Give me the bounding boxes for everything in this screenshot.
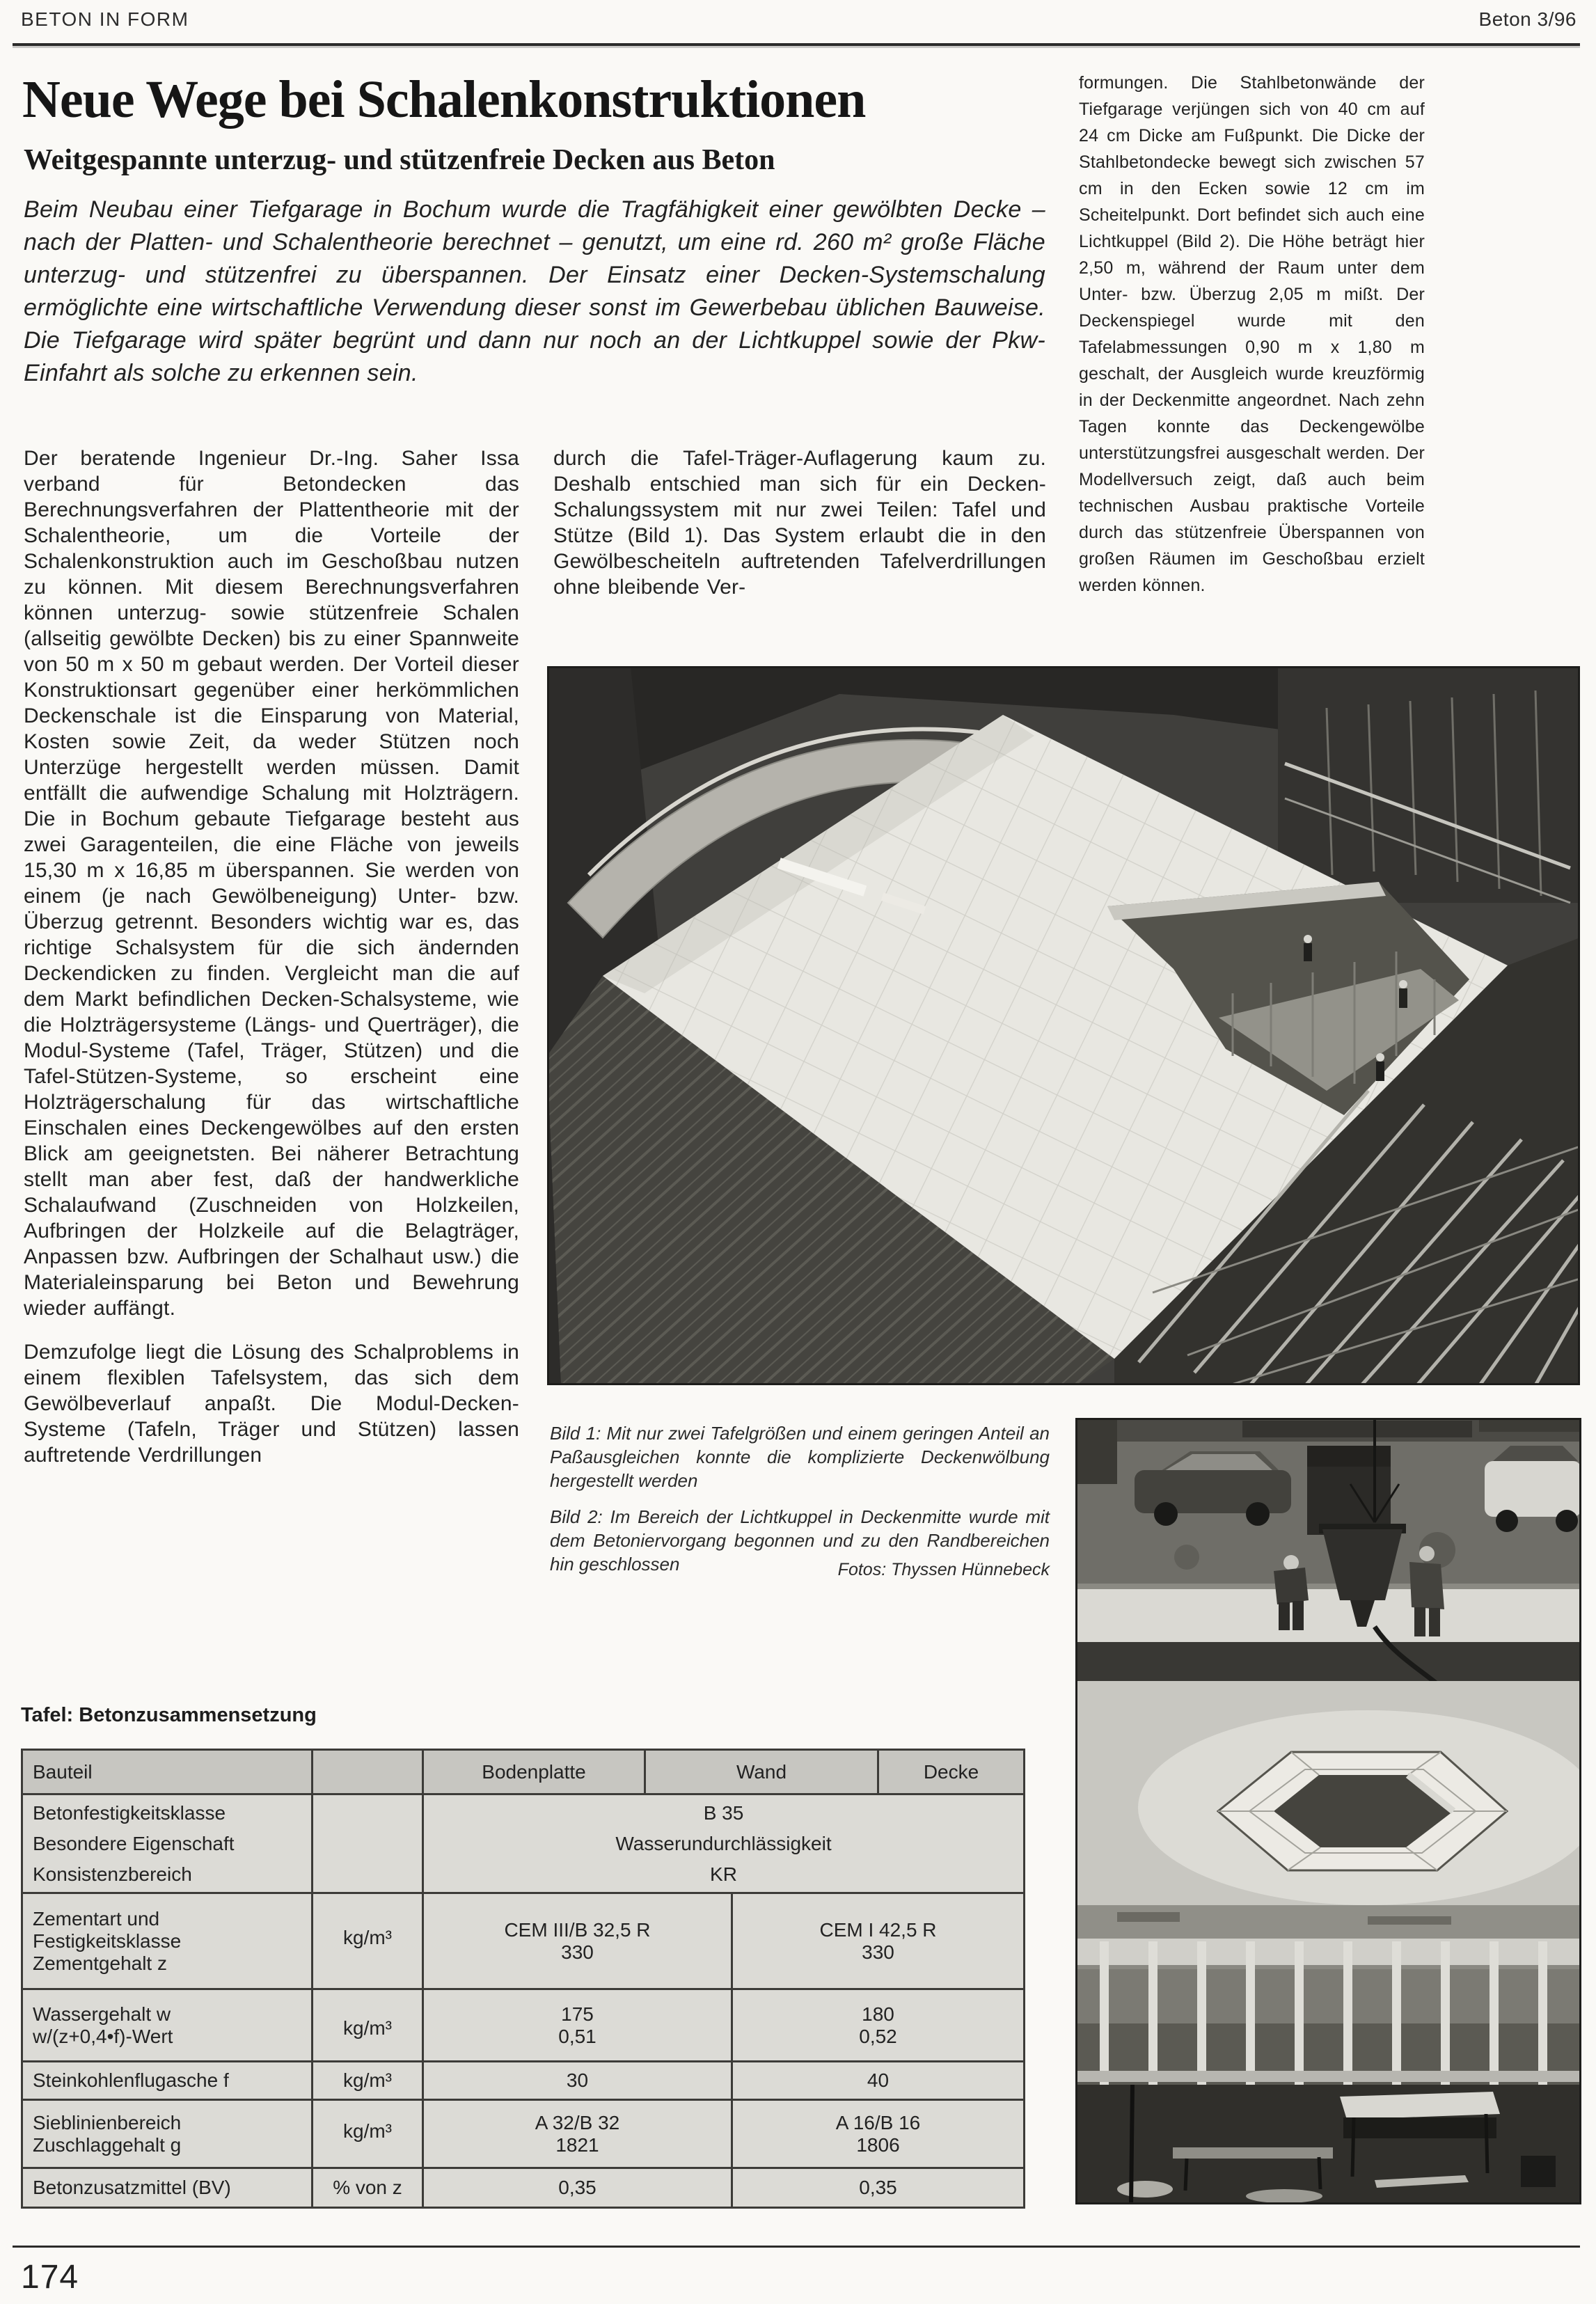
table-header-row [22, 1750, 1025, 1794]
table-row-festigkeitsklasse [22, 1794, 1025, 1893]
value-cell-decke: CEM I 42,5 R 330 [732, 1893, 1025, 1989]
value-cell-bodenplatte-wand: 30 [423, 2062, 732, 2100]
table-row-zusatzmittel [22, 2168, 1025, 2208]
article-title: Neue Wege bei Schalenkonstruktionen [22, 70, 866, 129]
shared-value-cell: B 35 Wasserundurchlässigkeit KR [423, 1794, 1025, 1893]
unit-cell: kg/m³ [313, 1893, 423, 1989]
value-cell-bodenplatte-wand: 0,35 [423, 2168, 732, 2208]
unit-cell [313, 1794, 423, 1893]
column-header-bodenplatte: Bodenplatte [423, 1750, 645, 1794]
row-label: Betonzusatzmittel (BV) [22, 2168, 313, 2208]
page-number: 174 [21, 2259, 79, 2296]
construction-photo-bild-1 [547, 666, 1580, 1385]
column-header-wand: Wand [645, 1750, 878, 1794]
table-row-wassergehalt [22, 1989, 1025, 2062]
row-label: Zementart und Festigkeitsklasse Zementgehalt z [22, 1893, 313, 1989]
value-cell-bodenplatte-wand: 175 0,51 [423, 1989, 732, 2062]
concrete-mix-table [21, 1749, 1025, 2209]
photo-credit: Fotos: Thyssen Hünnebeck [837, 1560, 1050, 1579]
table-row-zementart [22, 1893, 1025, 1989]
body-column-3 [1079, 70, 1425, 599]
column-header-bauteil: Bauteil [22, 1750, 313, 1794]
value-cell-decke: 180 0,52 [732, 1989, 1025, 2062]
paragraph: Demzufolge liegt die Lösung des Schalproblems in einem flexiblen Tafelsystem, das sich dem Gewölbeverlauf anpaßt. Die Modul-Decken-Systeme (Tafeln, Träger und Stützen) lassen auftretende Verdrillungen [24, 1341, 519, 1467]
row-label: Sieblinienbereich Zuschlaggehalt g [22, 2100, 313, 2168]
column-header-decke: Decke [878, 1750, 1025, 1794]
paragraph: durch die Tafel-Träger-Auflagerung kaum zu. Deshalb entschied man sich für ein Decken-Schalungssystem mit nur zwei Teilen: Tafel und Stütze (Bild 1). Das System erlaubt die in den Gewölbescheiteln auftretenden Tafelverdrillungen ohne bleibende Ver- [553, 447, 1046, 599]
paragraph: formungen. Die Stahlbetonwände der Tiefgarage verjüngen sich von 40 cm auf 24 cm Dicke am Fußpunkt. Die Dicke der Stahlbetondecke bewegt sich zwischen 57 cm in den Ecken sowie 12 cm im Scheitelpunkt. Dort befindet sich auch eine Lichtkuppel (Bild 2). Die Höhe beträgt hier 2,50 m, während der Raum unter dem Unter- bzw. Überzug 2,05 m mißt. Der Deckenspiegel wurde mit den Tafelabmessungen 0,90 m x 1,80 m geschalt, der Ausgleich wurde kreuzförmig in der Deckenmitte angeordnet. Nach zehn Tagen konnte das Deckengewölbe unterstützungsfrei ausgeschalt werden. Der Modellversuch zeigt, daß auch beim technischen Ausbau praktische Vorteile durch das stützenfreie Überspannen von großen Räumen im Geschoßbau erzielt werden können. [1079, 73, 1425, 595]
body-column-1 [24, 445, 519, 1468]
unit-cell: kg/m³ [313, 2062, 423, 2100]
table-title: Tafel: Betonzusammensetzung [21, 1704, 317, 1726]
unit-cell: % von z [313, 2168, 423, 2208]
table-row-flugasche [22, 2062, 1025, 2100]
value-cell-decke: 40 [732, 2062, 1025, 2100]
caption-bild-2-text: Bild 2: Im Bereich der Lichtkuppel in Deckenmitte wurde mit dem Betoniervorgang begonnen und zu den Randbereichen hin geschlossen [550, 1506, 1050, 1575]
unit-cell: kg/m³ [313, 2100, 423, 2168]
paragraph: Der beratende Ingenieur Dr.-Ing. Saher Issa verband für Betondecken das Berechnungsverfahren der Plattentheorie mit der Schalentheorie, um die Vorteile der Schalenkonstruktion auch im Geschoßbau nutzen zu können. Mit diesem Berechnungsverfahren können unterzug- sowie stützenfreie Schalen (allseitig gewölbte Decken) bis zu einer Spannweite von 50 m x 50 m gebaut werden. Der Vorteil dieser Konstruktionsart gegenüber einer herkömmlichen Deckenschale ist die Einsparung von Material, Kosten sowie Zeit, da weder Stützen noch Unterzüge hergestellt werden müssen. Damit entfällt die aufwendige Schalung mit Holzträgern. Die in Bochum gebaute Tiefgarage besteht aus zwei Garagenteilen, die eine Fläche von jeweils 15,30 m x 16,85 m überspannen. Sie werden von einem (je nach Gewölbeneigung) Unter- bzw. Überzug getrennt. Besonders wichtig war es, das richtige Schalsystem für die sich ändernden Deckendicken zu finden. Vergleicht man die auf dem Markt befindlichen Decken-Schalsysteme, wie die Holzträgersysteme (Längs- und Querträger), die Modul-Systeme (Tafel, Träger, Stützen) und die Tafel-Stützen-Systeme, so erscheint eine Holzträgerschalung für das wirtschaftliche Einschalen eines Deckengewölbes auf den ersten Blick am geeignetsten. Bei näherer Betrachtung stellt man aber fest, daß der handwerkliche Schalaufwand (Zuschneiden von Holzkeilen, Aufbringen der Holzkeile auf die Belagträger, Anpassen bzw. Aufbringen der Schalhaut usw.) die Materialeinsparung bei Beton und Bewehrung wieder auffängt. [24, 447, 519, 1320]
table-row-sieblinie [22, 2100, 1025, 2168]
article-subtitle: Weitgespannte unterzug- und stützenfreie Decken aus Beton [24, 144, 775, 176]
construction-photo-bild-2 [1075, 1418, 1581, 2204]
caption-bild-1: Bild 1: Mit nur zwei Tafelgrößen und einem geringen Anteil an Paßausgleichen konnte die komplizierte Deckenwölbung hergestellt werden [550, 1423, 1050, 1491]
value-cell-bodenplatte-wand: A 32/B 32 1821 [423, 2100, 732, 2168]
value-cell-decke: 0,35 [732, 2168, 1025, 2208]
footer-rule [13, 2246, 1580, 2248]
lead-paragraph: Beim Neubau einer Tiefgarage in Bochum wurde die Tragfähigkeit einer gewölbten Decke – nach der Platten- und Schalentheorie berechnet – genutzt, um eine rd. 260 m² große Fläche unterzug- und stützenfrei zu überspannen. Der Einsatz einer Decken-Systemschalung ermöglichte eine wirtschaftliche Verwendung dieser sonst im Gewerbebau üblichen Bauweise. Die Tiefgarage wird später begrünt und dann nur noch an der Lichtkuppel sowie der Pkw-Einfahrt als solche zu erkennen sein. [24, 196, 1045, 386]
row-label: Wassergehalt w w/(z+0,4•f)-Wert [22, 1989, 313, 2062]
row-label: Betonfestigkeitsklasse Besondere Eigenschaft Konsistenzbereich [22, 1794, 313, 1893]
header-rule [13, 43, 1580, 46]
column-header-unit [313, 1750, 423, 1794]
caption-bild-2 [550, 1505, 1050, 1583]
body-column-2 [553, 445, 1046, 600]
value-cell-bodenplatte-wand: CEM III/B 32,5 R 330 [423, 1893, 732, 1989]
row-label: Steinkohlenflugasche f [22, 2062, 313, 2100]
unit-cell: kg/m³ [313, 1989, 423, 2062]
value-cell-decke: A 16/B 16 1806 [732, 2100, 1025, 2168]
issue-label: Beton 3/96 [1478, 8, 1577, 30]
journal-name: BETON IN FORM [21, 8, 189, 30]
